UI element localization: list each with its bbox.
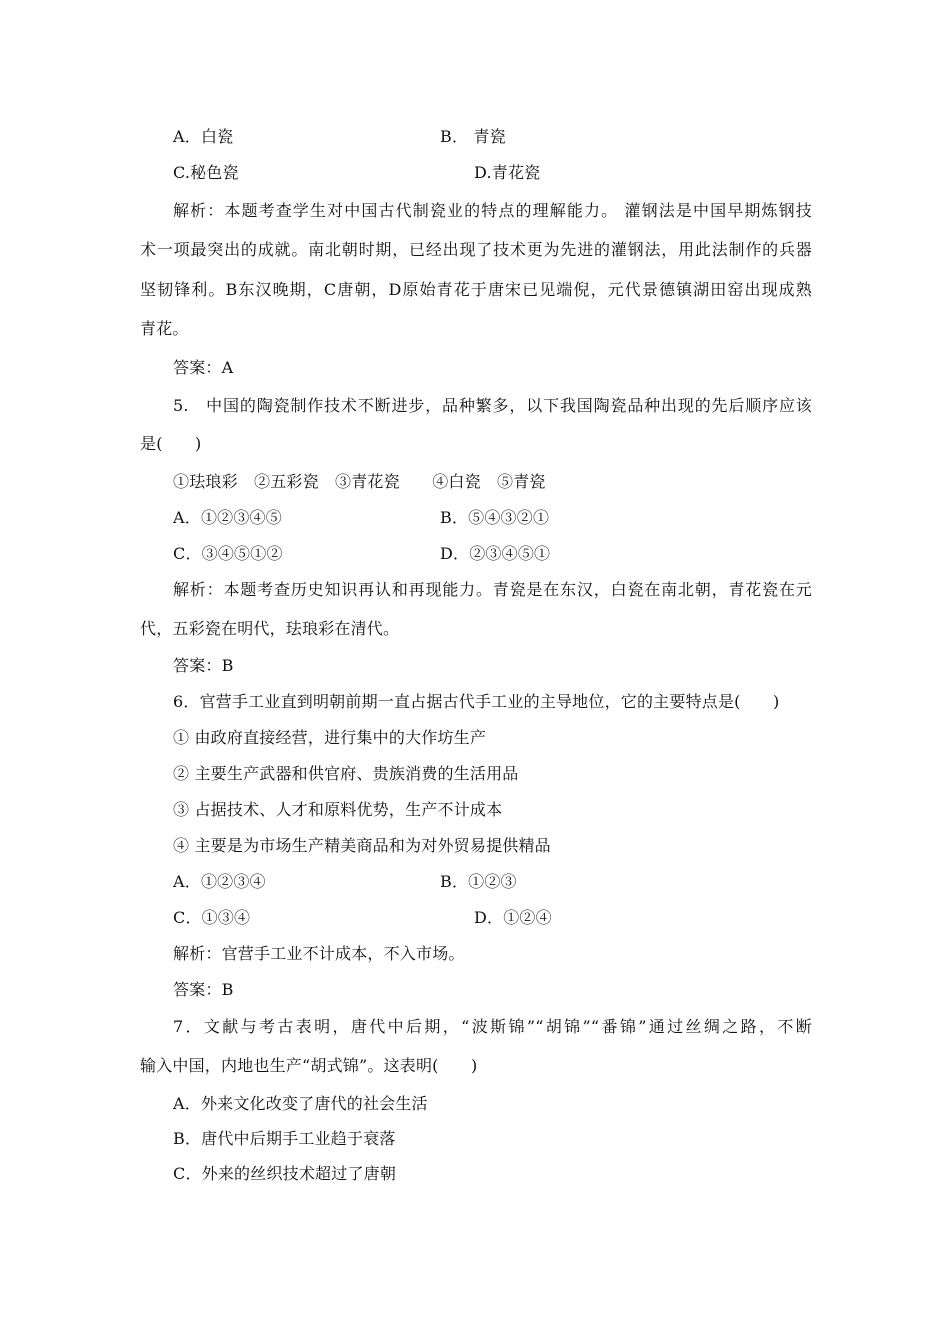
q5-items: ①珐琅彩 ②五彩瓷 ③青花瓷 ④白瓷 ⑤青瓷 [173,472,546,491]
q4-answer: 答案：A [173,358,234,377]
q6-option-c: C．①③④ [173,908,251,927]
q5-option-c: C．③④⑤①② [173,544,283,563]
q5-option-d: D．②③④⑤① [440,544,551,563]
q4-analysis-line-3: 坚韧锋利。B东汉晚期，C唐朝，D原始青花于唐宋已见端倪，元代景德镇湖田窑出现成熟 [140,280,812,299]
q4-analysis-line-1: 解析：本题考查学生对中国古代制瓷业的特点的理解能力。 灌钢法是中国早期炼钢技 [173,201,812,220]
q7-option-c: C．外来的丝织技术超过了唐朝 [173,1164,397,1183]
q6-item-1: ① 由政府直接经营，进行集中的大作坊生产 [173,728,487,747]
q6-analysis: 解析：官营手工业不计成本，不入市场。 [173,944,465,963]
q6-stem: 6．官营手工业直到明朝前期一直占据古代手工业的主导地位，它的主要特点是( ) [173,692,780,711]
q5-option-b: B．⑤④③②① [440,508,550,527]
q7-option-b: B．唐代中后期手工业趋于衰落 [173,1129,396,1148]
q7-stem-line-1: 7．文献与考古表明，唐代中后期，“波斯锦”“胡锦”“番锦”通过丝绸之路，不断 [173,1017,812,1036]
q5-option-a: A．①②③④⑤ [173,508,282,527]
q6-option-b: B．①②③ [440,872,517,891]
q6-item-2: ② 主要生产武器和供官府、贵族消费的生活用品 [173,764,519,783]
q5-analysis-line-2: 代，五彩瓷在明代，珐琅彩在清代。 [140,619,400,638]
q4-option-b: B． 青瓷 [440,127,506,146]
q4-analysis-line-2: 术一项最突出的成就。南北朝时期，已经出现了技术更为先进的灌钢法，用此法制作的兵器 [140,240,812,259]
q7-option-a: A．外来文化改变了唐代的社会生活 [173,1094,428,1113]
q4-option-d: D.青花瓷 [474,163,541,182]
q4-analysis-line-4: 青花。 [140,319,189,338]
q6-answer: 答案：B [173,980,234,999]
q5-answer: 答案：B [173,656,234,675]
q6-item-3: ③ 占据技术、人才和原料优势，生产不计成本 [173,800,503,819]
q4-option-c: C.秘色瓷 [173,163,239,182]
q5-analysis-line-1: 解析：本题考查历史知识再认和再现能力。青瓷是在东汉，白瓷在南北朝，青花瓷在元 [173,580,812,599]
q7-stem-line-2: 输入中国，内地也生产“胡式锦”。这表明( ) [140,1056,478,1075]
q6-option-d: D．①②④ [474,908,552,927]
q5-stem-line-1: 5. 中国的陶瓷制作技术不断进步，品种繁多，以下我国陶瓷品种出现的先后顺序应该 [173,396,812,415]
q5-stem-line-2: 是( ) [140,434,202,453]
q6-item-4: ④ 主要是为市场生产精美商品和为对外贸易提供精品 [173,836,551,855]
q6-option-a: A．①②③④ [173,872,266,891]
q4-option-a: A．白瓷 [173,127,234,146]
